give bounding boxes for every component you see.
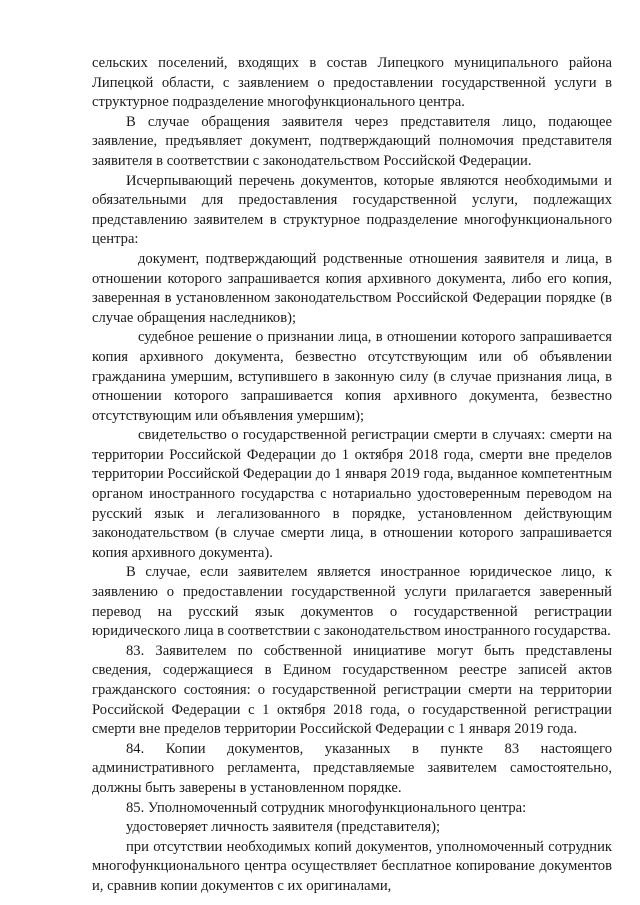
paragraph-83: 83. Заявителем по собственной инициативе могут быть представлены сведения, содержащиеся в Едином государственном реестре записей актов гражданского состояния: о государственной регистрации смерти на территории Российской Федерации с 1 октября 2018 года, о государственной регистрации смерти вне пределов территории Российской Федерации с 1 января 2019 года.	[92, 642, 612, 738]
paragraph-representative: В случае обращения заявителя через представителя лицо, подающее заявление, предъявляет документ, подтверждающий полномочия представителя заявителя в соответствии с законодательством Российской Федерации.	[92, 113, 612, 169]
paragraph-85: 85. Уполномоченный сотрудник многофункционального центра:	[126, 799, 527, 816]
paragraph-84: 84. Копии документов, указанных в пункте 83 настоящего административного регламента, представляемые заявителем самостоятельно, должны быть заверены в установленном порядке.	[92, 740, 612, 796]
paragraph-continuation: сельских поселений, входящих в состав Липецкого муниципального района Липецкой области, с заявлением о предоставлении государственной услуги в структурное подразделение многофункционального центра.	[92, 55, 612, 111]
list-item-death-certificate: свидетельство о государственной регистрации смерти в случаях: смерти на территории Российской Федерации до 1 октября 2018 года, смерти вне пределов территории Российской Федерации до 1 января 2019 года, выданное компетентным органом иностранного государства с нотариально удостоверенным переводом на русский язык и легализованного в порядке, установленном действующим законодательством (в случае смерти лица, в отношении которого запрашивается копия архивного документа).	[92, 427, 612, 561]
list-item-court-decision: судебное решение о признании лица, в отношении которого запрашивается копия архивного документа, безвестно отсутствующим или об объявлении гражданина умершим, вступившего в законную силу (в случае признания лица, в отношении которого запрашивается копия архивного документа, безвестно отсутствующим или объявления умершим);	[92, 329, 612, 424]
list-item-identity: удостоверяет личность заявителя (представителя);	[126, 819, 441, 836]
paragraph-foreign-entity: В случае, если заявителем является иностранное юридическое лицо, к заявлению о предоставлении государственной услуги прилагается заверенный перевод на русский язык документов о государственной регистрации юридического лица в соответствии с законодательством иностранного государства.	[92, 564, 612, 640]
paragraph-documents-list-intro: Исчерпывающий перечень документов, которые являются необходимыми и обязательными для предоставления государственной услуги, подлежащих представлению заявителем в структурное подразделение многофункционального центра:	[92, 172, 612, 248]
list-item-copying: при отсутствии необходимых копий документов, уполномоченный сотрудник многофункционального центра осуществляет бесплатное копирование документов и, сравнив копии документов с их оригиналами,	[92, 838, 612, 894]
document-page	[92, 54, 612, 897]
list-item-kinship-document: документ, подтверждающий родственные отношения заявителя и лица, в отношении которого запрашивается копия архивного документа, либо его копия, заверенная в установленном законодательством Российской Федерации порядке (в случае обращения наследников);	[92, 250, 612, 326]
